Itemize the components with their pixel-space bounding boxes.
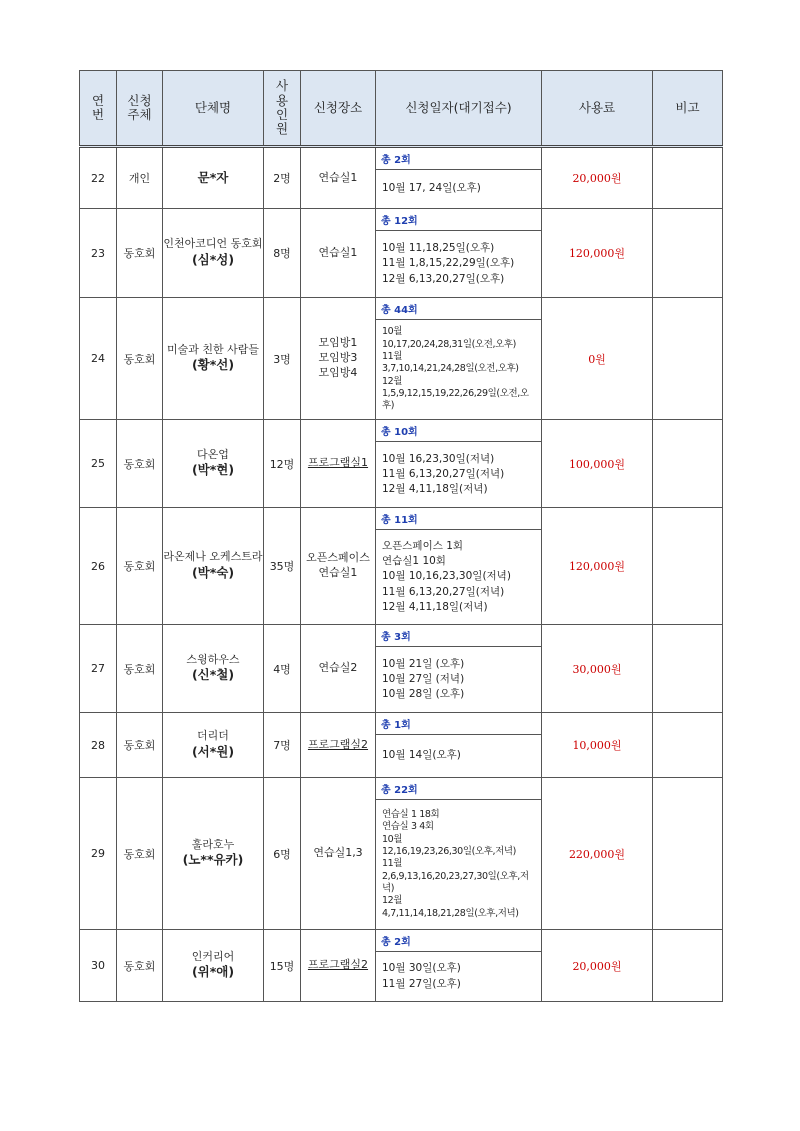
fee-amount: 0원 — [542, 298, 653, 420]
user-count: 12명 — [264, 420, 301, 508]
note-cell — [653, 209, 723, 298]
group-name: 미술과 친한 사람들 — [166, 342, 259, 356]
group-name: 더리더 — [197, 729, 229, 743]
place-name: 모임방4 — [318, 365, 358, 379]
group-name-cell — [163, 147, 264, 209]
reservation-table — [79, 70, 723, 1002]
group-name: 인천아코디언 동호회 — [163, 237, 263, 251]
user-count: 3명 — [264, 298, 301, 420]
header-subject: 신청 주체 — [117, 71, 163, 147]
total-count: 총 10회 — [376, 420, 541, 442]
dates-cell — [376, 713, 542, 778]
date-line: 12월 — [382, 375, 403, 387]
date-line: 10월 11,18,25일(오후) — [382, 242, 495, 255]
date-line: 12,16,19,23,26,30일(오후,저녁) — [382, 845, 516, 857]
row-number: 27 — [80, 625, 117, 713]
row-number: 23 — [80, 209, 117, 298]
total-count: 총 2회 — [376, 930, 541, 952]
date-line: 4,7,11,14,18,21,28일(오후,저녁) — [382, 907, 519, 919]
group-name-cell — [163, 930, 264, 1002]
dates-cell — [376, 778, 542, 930]
fee-amount: 120,000원 — [542, 508, 653, 625]
applicant-type: 동호회 — [117, 209, 163, 298]
header-no: 연 번 — [80, 71, 117, 147]
row-number: 22 — [80, 147, 117, 209]
date-line: 10,17,20,24,28,31일(오전,오후) — [382, 338, 516, 350]
date-line: 연습실 3 4회 — [382, 821, 434, 833]
group-holder: (심*성) — [191, 251, 235, 267]
group-holder: (신*철) — [191, 667, 235, 683]
total-count: 총 1회 — [376, 713, 541, 735]
total-count: 총 11회 — [376, 508, 541, 530]
note-cell — [653, 147, 723, 209]
place-name: 프로그램실1 — [307, 456, 369, 470]
date-line: 연습실 1 18회 — [382, 808, 440, 820]
group-holder: (박*현) — [191, 462, 235, 478]
place-name: 연습실1 — [318, 566, 358, 579]
place-name: 연습실1,3 — [313, 846, 363, 860]
user-count: 15명 — [264, 930, 301, 1002]
table-row — [80, 930, 723, 1002]
user-count: 35명 — [264, 508, 301, 625]
row-number: 29 — [80, 778, 117, 930]
dates-cell — [376, 508, 542, 625]
group-name-cell — [163, 209, 264, 298]
date-lines — [376, 530, 541, 624]
note-cell — [653, 713, 723, 778]
place-cell — [301, 713, 376, 778]
fee-amount: 30,000원 — [542, 625, 653, 713]
date-line: 12월 4,11,18일(저녁) — [382, 483, 488, 496]
date-lines — [376, 800, 541, 929]
date-line: 10월 — [382, 833, 403, 845]
header-place: 신청장소 — [301, 71, 376, 147]
table-row — [80, 298, 723, 420]
place-name: 모임방1 — [318, 336, 358, 350]
group-name-cell — [163, 508, 264, 625]
date-lines — [376, 735, 541, 777]
group-name-cell — [163, 298, 264, 420]
applicant-type: 동호회 — [117, 778, 163, 930]
date-line: 2,6,9,13,16,20,23,27,30일(오후,저녁) — [382, 870, 529, 895]
row-number: 30 — [80, 930, 117, 1002]
row-number: 24 — [80, 298, 117, 420]
date-line: 11월 27일(오후) — [382, 977, 461, 990]
date-line: 10월 27일 (저녁) — [382, 672, 465, 685]
group-name-cell — [163, 420, 264, 508]
date-lines — [376, 170, 541, 208]
date-line: 10월 17, 24일(오후) — [382, 182, 481, 195]
table-row — [80, 778, 723, 930]
group-name: 다온업 — [197, 447, 229, 461]
table-row — [80, 713, 723, 778]
group-holder: (노**유카) — [182, 852, 244, 868]
note-cell — [653, 508, 723, 625]
group-name: 스윙하우스 — [186, 652, 240, 666]
group-name: 라온제나 오케스트라 — [163, 550, 263, 564]
table-row — [80, 209, 723, 298]
user-count: 7명 — [264, 713, 301, 778]
fee-amount: 10,000원 — [542, 713, 653, 778]
place-cell — [301, 930, 376, 1002]
note-cell — [653, 298, 723, 420]
table-row — [80, 508, 723, 625]
dates-cell — [376, 298, 542, 420]
place-name: 프로그램실2 — [307, 958, 369, 972]
table-row — [80, 625, 723, 713]
applicant-type: 동호회 — [117, 508, 163, 625]
date-lines — [376, 952, 541, 1001]
note-cell — [653, 778, 723, 930]
place-cell — [301, 420, 376, 508]
fee-amount: 20,000원 — [542, 147, 653, 209]
fee-amount: 220,000원 — [542, 778, 653, 930]
applicant-type: 개인 — [117, 147, 163, 209]
date-line: 12월 4,11,18일(저녁) — [382, 600, 488, 613]
date-line: 10월 — [382, 326, 403, 338]
note-cell — [653, 930, 723, 1002]
group-holder: 문*자 — [197, 169, 229, 185]
user-count: 6명 — [264, 778, 301, 930]
header-fee: 사용료 — [542, 71, 653, 147]
date-line: 연습실1 10회 — [382, 555, 446, 568]
place-cell — [301, 625, 376, 713]
fee-amount: 120,000원 — [542, 209, 653, 298]
header-note: 비고 — [653, 71, 723, 147]
table-row — [80, 147, 723, 209]
total-count: 총 3회 — [376, 625, 541, 647]
group-name: 훌라호누 — [191, 837, 235, 851]
date-line: 12월 — [382, 895, 403, 907]
dates-cell — [376, 625, 542, 713]
place-name: 연습실1 — [318, 170, 358, 184]
group-name: 인커리어 — [191, 949, 235, 963]
date-line: 11월 6,13,20,27일(저녁) — [382, 467, 505, 480]
place-name: 모임방3 — [318, 351, 358, 365]
date-line: 11월 — [382, 350, 403, 362]
date-line: 10월 21일 (오후) — [382, 657, 465, 670]
group-holder: (박*숙) — [191, 564, 235, 580]
dates-cell — [376, 147, 542, 209]
group-holder: (위*애) — [191, 964, 235, 980]
user-count: 4명 — [264, 625, 301, 713]
date-line: 10월 28일 (오후) — [382, 688, 465, 701]
place-cell — [301, 147, 376, 209]
date-line: 10월 14일(오후) — [382, 749, 461, 762]
date-lines — [376, 320, 541, 419]
user-count: 2명 — [264, 147, 301, 209]
date-line: 10월 10,16,23,30일(저녁) — [382, 570, 511, 583]
fee-amount: 20,000원 — [542, 930, 653, 1002]
date-line: 10월 30일(오후) — [382, 962, 461, 975]
total-count: 총 22회 — [376, 778, 541, 800]
group-holder: (서*원) — [191, 743, 235, 759]
place-cell — [301, 508, 376, 625]
place-name: 오픈스페이스 — [306, 551, 370, 565]
group-name-cell — [163, 625, 264, 713]
header-dates: 신청일자(대기접수) — [376, 71, 542, 147]
group-name-cell — [163, 778, 264, 930]
date-line: 11월 1,8,15,22,29일(오후) — [382, 257, 515, 270]
dates-cell — [376, 420, 542, 508]
note-cell — [653, 420, 723, 508]
date-lines — [376, 442, 541, 507]
date-line: 11월 — [382, 858, 403, 870]
place-name: 연습실1 — [318, 245, 358, 259]
row-number: 25 — [80, 420, 117, 508]
total-count: 총 12회 — [376, 209, 541, 231]
row-number: 26 — [80, 508, 117, 625]
date-line: 10월 16,23,30일(저녁) — [382, 452, 495, 465]
place-cell — [301, 778, 376, 930]
applicant-type: 동호회 — [117, 930, 163, 1002]
place-cell — [301, 298, 376, 420]
date-line: 12월 6,13,20,27일(오후) — [382, 272, 505, 285]
applicant-type: 동호회 — [117, 625, 163, 713]
date-line: 3,7,10,14,21,24,28일(오전,오후) — [382, 363, 519, 375]
total-count: 총 44회 — [376, 298, 541, 320]
applicant-type: 동호회 — [117, 420, 163, 508]
total-count: 총 2회 — [376, 148, 541, 170]
place-name: 연습실2 — [318, 661, 358, 675]
date-lines — [376, 647, 541, 712]
user-count: 8명 — [264, 209, 301, 298]
applicant-type: 동호회 — [117, 713, 163, 778]
dates-cell — [376, 930, 542, 1002]
group-name-cell — [163, 713, 264, 778]
place-name: 프로그램실2 — [307, 737, 369, 751]
table-row — [80, 420, 723, 508]
date-line: 1,5,9,12,15,19,22,26,29일(오전,오후) — [382, 388, 529, 412]
date-lines — [376, 231, 541, 297]
group-holder: (황*선) — [191, 357, 235, 373]
note-cell — [653, 625, 723, 713]
header-group: 단체명 — [163, 71, 264, 147]
header-row — [80, 71, 723, 147]
row-number: 28 — [80, 713, 117, 778]
applicant-type: 동호회 — [117, 298, 163, 420]
dates-cell — [376, 209, 542, 298]
fee-amount: 100,000원 — [542, 420, 653, 508]
date-line: 오픈스페이스 1회 — [382, 539, 464, 552]
header-users: 사 용 인 원 — [264, 71, 301, 147]
date-line: 11월 6,13,20,27일(저녁) — [382, 585, 505, 598]
place-cell — [301, 209, 376, 298]
